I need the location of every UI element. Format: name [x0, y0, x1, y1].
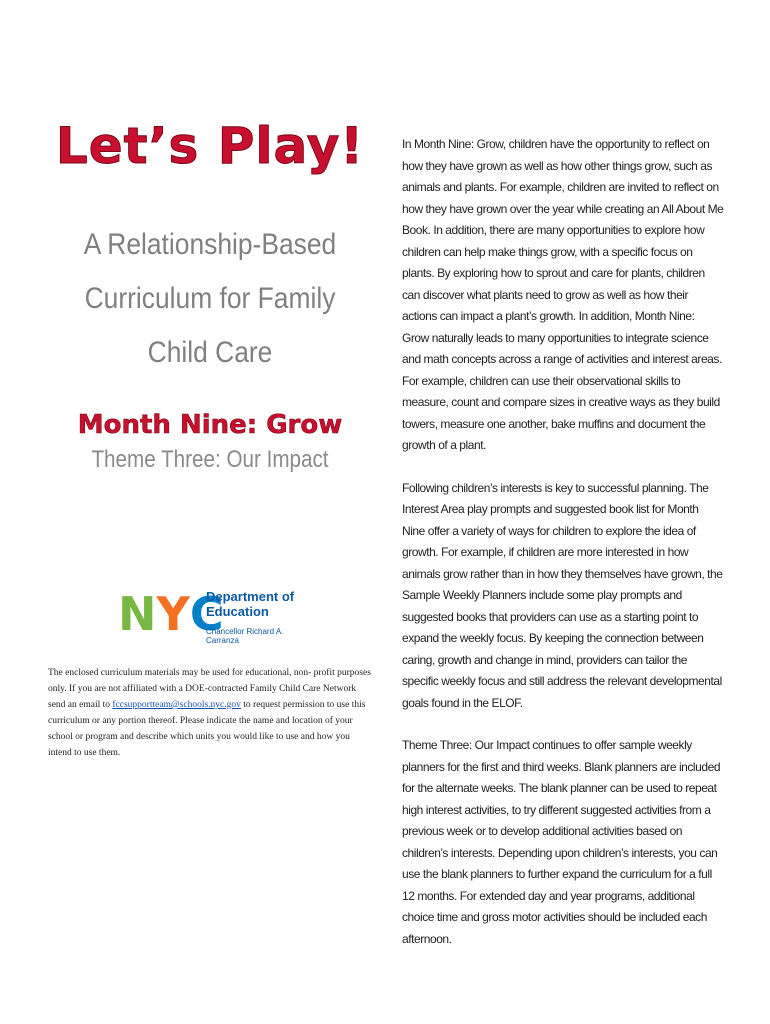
cover-left-column [40, 110, 380, 474]
nyc-letter-c: C [189, 587, 224, 641]
month-heading: Month Nine: Grow [77, 410, 343, 440]
department-line-2: Education [206, 604, 269, 619]
usage-disclaimer [48, 665, 373, 761]
disclaimer-text-before: The enclosed curriculum materials may be used for educational, non- profit purposes only. If you are not affiliated with a DOE-contracted Family Child Care Network send an email to [48, 668, 371, 710]
nyc-letter-n: N [118, 587, 157, 641]
department-line-1: Department of [206, 589, 295, 604]
body-paragraph: Theme Three: Our Impact continues to offer sample weekly planners for the first and third weeks. Blank planners are included for the alternate weeks. The blank planner can be used to repeat high interest activities, to try different suggested activities from a previous week or to develop additional activities based on children’s interests. Depending upon children’s interests, you can use the blank planners to further expand the curriculum for a full 12 months. For extended day and year programs, additional choice time and gross motor activities should be included each afternoon. [402, 738, 721, 946]
nyc-letter-y: Y [156, 587, 190, 641]
support-email-link[interactable]: fccsupportteam@schools.nyc.gov [112, 700, 241, 710]
chancellor-name: Chancellor Richard A. Carranza [206, 627, 284, 645]
theme-heading: Theme Three: Our Impact [91, 446, 329, 473]
document-subtitle: A Relationship-Based Curriculum for Family Child Care [83, 228, 337, 369]
body-paragraph: In Month Nine: Grow, children have the opportunity to reflect on how they have grown as well as how other things grow, such as animals and plants. For example, children are invited to reflect on how they have grown over the year while creating an All About Me Book. In addition, there are many opportunities to explore how children can help make things grow, with a specific focus on plants. By exploring how to sprout and care for plants, children can discover what plants need to grow as well as how their actions can impact a plant’s growth. In addition, Month Nine: Grow naturally leads to many opportunities to integrate science and math concepts across a range of activities and interest areas. For example, children can use their observational skills to measure, count and compare sizes in creative ways as they build towers, measure one another, bake muffins and document the growth of a plant. [402, 137, 724, 452]
department-name [206, 589, 294, 619]
body-text-column [402, 134, 724, 971]
nyc-doe-logo [118, 585, 318, 645]
document-title: Let’s Play! [55, 117, 365, 175]
disclaimer-text-after: to request permission to use this curriculum or any portion thereof. Please indicate the name and location of your school or program and describe which units you would like to use and how you intend to use them. [48, 700, 366, 758]
body-paragraph: Following children’s interests is key to successful planning. The Interest Area play prompts and suggested book list for Month Nine offer a variety of ways for children to explore the idea of growth. For example, if children are more interested in how animals grow rather than in how they themselves have grown, the Sample Weekly Planners include some play prompts and suggested books that providers can use as a starting point to expand the weekly focus. By keeping the connection between caring, growth and change in mind, providers can tailor the specific weekly focus and still address the relevant developmental goals found in the ELOF. [402, 480, 723, 710]
